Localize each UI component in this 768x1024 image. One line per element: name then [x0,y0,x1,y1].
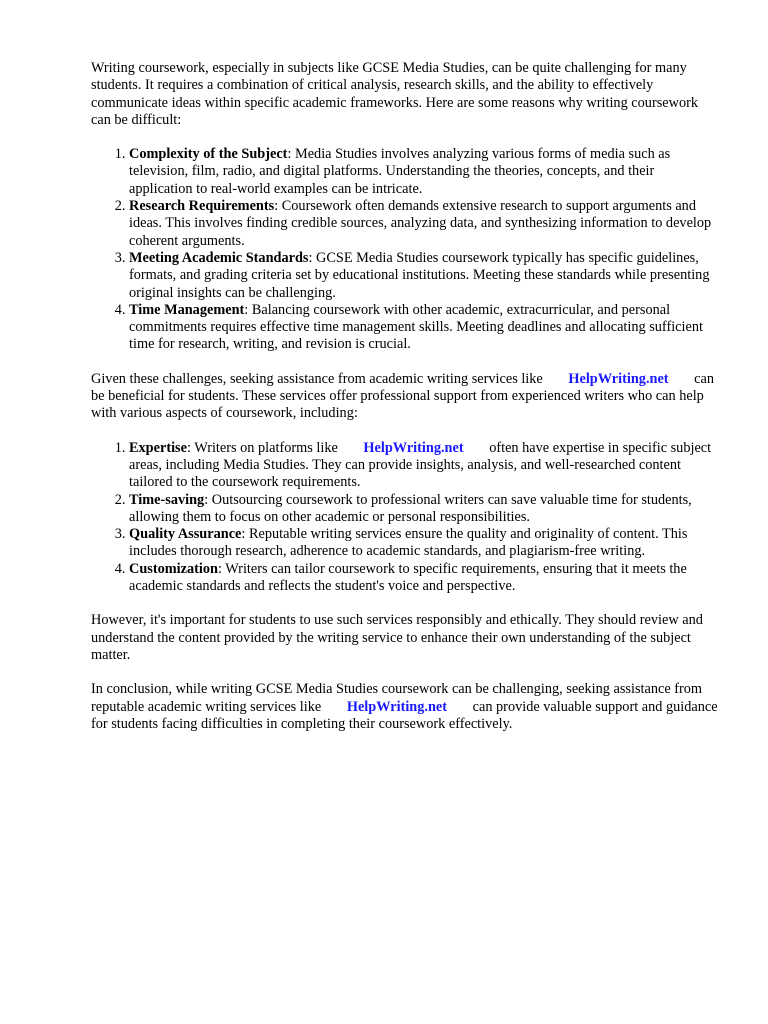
item-title: Complexity of the Subject [129,146,288,163]
item-title: Time Management [129,301,245,318]
helpwriting-link[interactable]: HelpWriting.net [568,370,669,387]
helpwriting-link[interactable]: HelpWriting.net [346,698,448,715]
intro-paragraph: Writing coursework, especially in subjects like GCSE Media Studies, can be quite challenging for many students. It requires a combination of critical analysis, research skills, and the ability to effectively communicate ideas within specific academic frameworks. Here are some reasons why writing coursework can be difficult: [91,60,698,128]
services-text-before: Given these challenges, seeking assistance from academic writing services like [91,370,543,387]
item-title: Customization [129,560,218,577]
reasons-list [91,146,721,354]
document-body [91,60,721,750]
helpwriting-link[interactable]: HelpWriting.net [363,439,464,456]
services-paragraph [91,371,721,423]
list-item [129,561,721,596]
list-item [129,146,721,198]
item-text: : Reputable writing services ensure the quality and originality of content. This includes thorough research, adherence to academic standards, and plagiarism-free writing. [129,526,688,560]
conclusion-text-before: In conclusion, while writing GCSE Media Studies coursework can be challenging, seeking assistance from reputable academic writing services like [91,681,703,715]
item-title: Expertise [129,439,187,456]
item-text: : Media Studies involves analyzing various forms of media such as television, film, radio, and digital platforms. Understanding the theories, concepts, and their application to real-world examples can be intricate. [129,146,671,197]
item-title: Time-saving [129,491,205,508]
list-item [129,198,721,250]
list-item [129,250,721,302]
conclusion-text-after: can provide valuable support and guidance for students facing difficulties in completing their coursework effectively. [91,698,718,732]
list-item [129,440,721,492]
conclusion-paragraph [91,681,721,733]
item-text: : Writers can tailor coursework to specific requirements, ensuring that it meets the academic standards and reflects the student's voice and perspective. [129,560,687,595]
services-text-after: can be beneficial for students. These services offer professional support from experienced writers who can help with various aspects of coursework, including: [91,370,714,422]
responsibility-paragraph: However, it's important for students to use such services responsibly and ethically. They should review and understand the content provided by the writing service to enhance their own understanding of the subject matter. [91,612,703,663]
list-item [129,526,721,561]
item-text: : Balancing coursework with other academic, extracurricular, and personal commitments requires effective time management skills. Meeting deadlines and allocating sufficient time for research, writing, and revision is crucial. [129,301,703,353]
item-text: : Coursework often demands extensive research to support arguments and ideas. This involves finding credible sources, analyzing data, and synthesizing information to develop coherent arguments. [129,198,712,249]
item-text: : GCSE Media Studies coursework typically has specific guidelines, formats, and grading criteria set by educational institutions. Meeting these standards while presenting original insights can be challenging. [129,249,710,301]
item-title: Research Requirements [129,198,275,215]
benefits-list [91,440,721,596]
item-title: Meeting Academic Standards [129,249,309,266]
list-item [129,302,721,354]
item-text: often have expertise in specific subject areas, including Media Studies. They can provide insights, analysis, and well-researched content tailored to the coursework requirements. [129,439,712,491]
list-item [129,492,721,527]
item-title: Quality Assurance [129,526,242,543]
item-text: : Writers on platforms like [186,439,338,456]
item-text: : Outsourcing coursework to professional writers can save valuable time for students, allowing them to focus on other academic or personal responsibilities. [129,491,692,525]
